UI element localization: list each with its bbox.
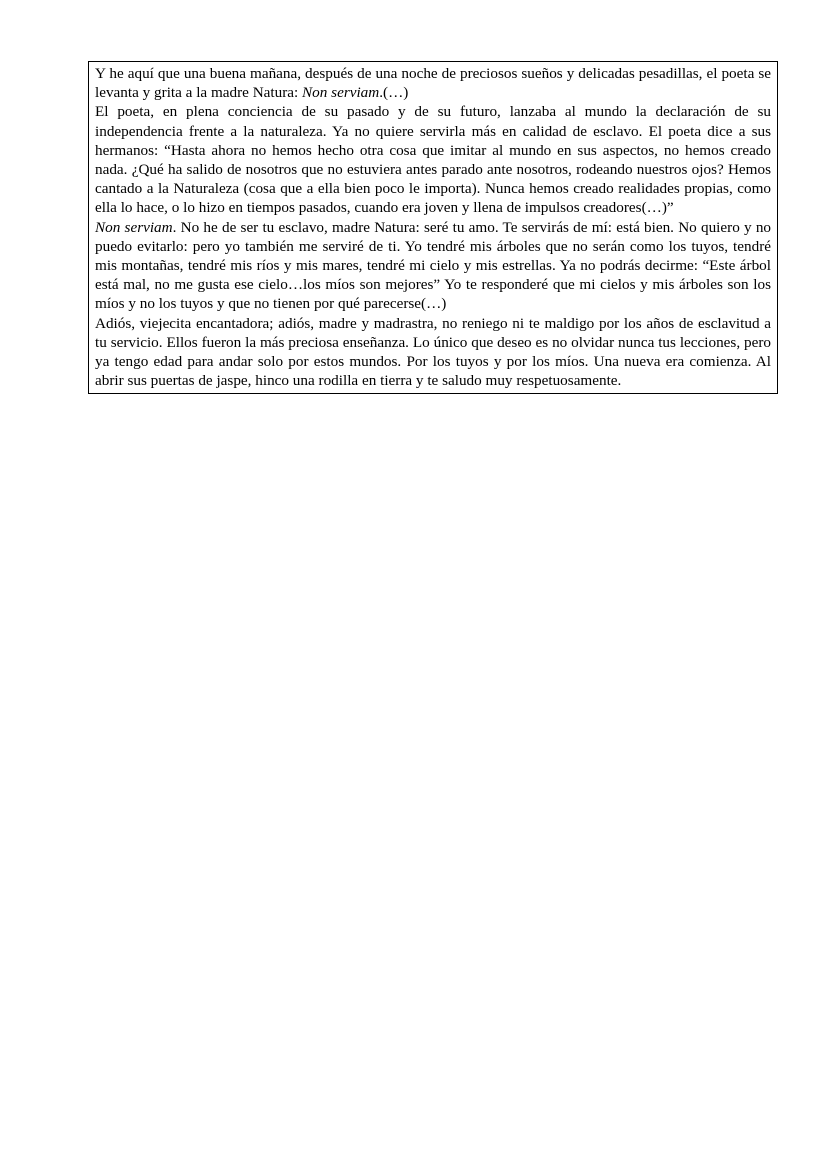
paragraph-1-text: Y he aquí que una buena mañana, después de una noche de preciosos sueños y delicadas pesadillas, el poeta se levanta y grita a la madre Natura:	[95, 65, 771, 102]
paragraph-3-tail: . No he de ser tu esclavo, madre Natura: seré tu amo. Te servirás de mí: está bien. No quiero y no puedo evitarlo: pero yo también me serviré de ti. Yo tendré mis árboles que no serán como los tuyos, tendré mis montañas, tendré mis ríos y mis mares, tendré mi cielo y mis estrellas. Ya no podrás decirme: “Este árbol está mal, no me gusta ese cielo…los míos son mejores” Yo te responderé que mi cielos y mis árboles son los míos y no los tuyos y que no tienen por qué parecerse(…)	[95, 218, 771, 313]
paragraph-4-tail: Adiós, viejecita encantadora; adiós, madre y madrastra, no reniego ni te maldigo por los años de esclavitud a tu servicio. Ellos fueron la más preciosa enseñanza. Lo único que deseo es no olvidar nunca tus lecciones, pero ya tengo edad para andar solo por estos mundos. Por los tuyos y por los míos. Una nueva era comienza. Al abrir sus puertas de jaspe, hinco una rodilla en tierra y te saludo muy respetuosamente.	[95, 314, 771, 390]
paragraph-3-italic: Non serviam	[95, 218, 173, 236]
paragraph-2-tail: El poeta, en plena conciencia de su pasado y de su futuro, lanzaba al mundo la declaración de su independencia frente a la naturaleza. Ya no quiere servirla más en calidad de esclavo. El poeta dice a sus hermanos: “Hasta ahora no hemos hecho otra cosa que imitar al mundo en sus aspectos, no hemos creado nada. ¿Qué ha salido de nosotros que no estuviera antes parado ante nosotros, rodeando nuestros ojos? Hemos cantado a la Naturaleza (cosa que a ella bien poco le importa). Nunca hemos creado realidades propias, como ella lo hace, o lo hizo en tiempos pasados, cuando era joven y llena de impulsos creadores(…)”	[95, 103, 771, 217]
paragraph-4	[95, 314, 771, 391]
paragraph-3	[95, 218, 771, 314]
paragraph-1-tail: .(…)	[379, 84, 409, 102]
paragraph-2	[95, 102, 771, 217]
paragraph-1	[95, 64, 771, 102]
bordered-text-box	[88, 61, 778, 394]
paragraph-1-italic: Non serviam	[302, 84, 380, 102]
